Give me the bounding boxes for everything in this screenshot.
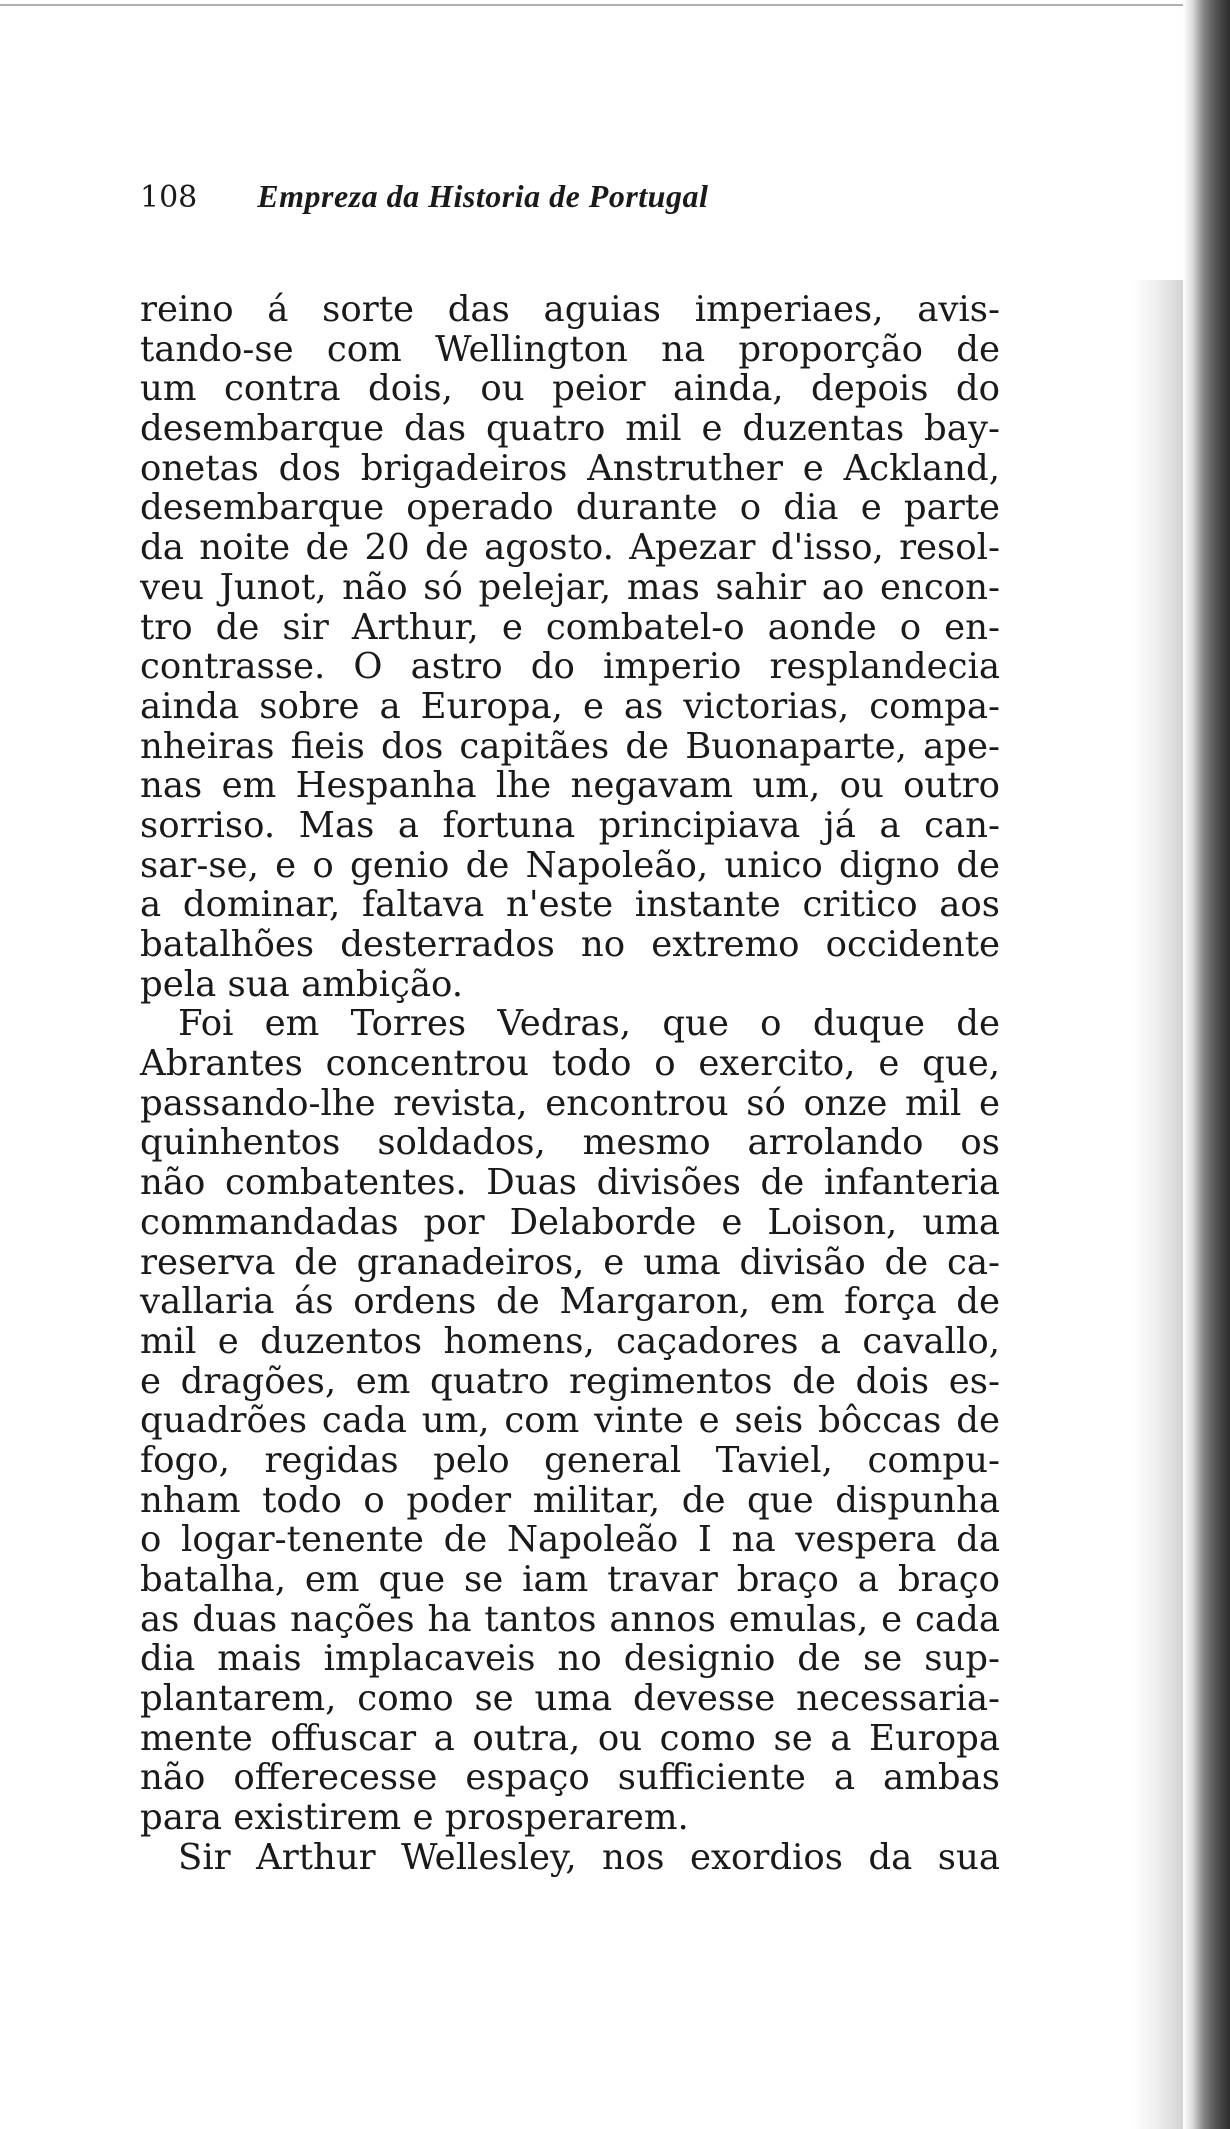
running-title: Empreza da Historia de Portugal [257, 178, 709, 214]
text-line: sorriso. Mas a fortuna principiava já a can- [140, 804, 1000, 846]
text-line: as duas nações ha tantos annos emulas, e cada [140, 1598, 1000, 1640]
text-line: o logar-tenente de Napoleão I na vespera da [140, 1519, 1000, 1561]
page-number: 108 [140, 180, 198, 215]
text-line: reino á sorte das aguias imperiaes, avis- [140, 289, 1000, 330]
text-line: batalha, em que se iam travar braço a braço [140, 1559, 1000, 1600]
text-line: não offerecesse espaço sufficiente a ambas [140, 1757, 1000, 1799]
text-line: plantarem, como se uma devesse necessaria- [140, 1678, 1000, 1720]
text-line: contrasse. O astro do imperio resplandecia [140, 646, 1000, 688]
text-line: vallaria ás ordens de Margaron, em força de [140, 1281, 1000, 1323]
book-binding-edge [1183, 0, 1230, 2129]
text-line: nheiras fieis dos capitães de Buonaparte, ape- [140, 725, 1000, 767]
text-line: veu Junot, não só pelejar, mas sahir ao encon- [140, 566, 1000, 608]
text-line: quadrões cada um, com vinte e seis bôccas de [140, 1400, 1000, 1442]
text-line: não combatentes. Duas divisões de infanteria [140, 1162, 1000, 1204]
text-line: mil e duzentos homens, caçadores a cavallo, [140, 1320, 1000, 1362]
text-line: dia mais implacaveis no designio de se sup- [140, 1638, 1000, 1680]
text-line: batalhões desterrados no extremo occidente [140, 924, 1000, 965]
page-header [140, 178, 708, 228]
text-line: tro de sir Arthur, e combatel-o aonde o en- [140, 606, 1000, 648]
text-line: mente offuscar a outra, ou como se a Europa [140, 1717, 1000, 1759]
text-line: desembarque das quatro mil e duzentas bay- [140, 408, 1000, 450]
text-line: sar-se, e o genio de Napoleão, unico digno de [140, 844, 1000, 886]
text-line: desembarque operado durante o dia e parte [140, 487, 1000, 529]
text-line: quinhentos soldados, mesmo arrolando os [140, 1122, 1000, 1164]
body-text [140, 290, 1000, 1878]
text-line: nas em Hespanha lhe negavam um, ou outro [140, 765, 1000, 807]
page-gutter-shadow [1130, 280, 1185, 2129]
text-line: fogo, regidas pelo general Taviel, compu- [140, 1439, 1000, 1481]
text-line: commandadas por Delaborde e Loison, uma [140, 1201, 1000, 1243]
top-rule [0, 4, 1185, 6]
text-line: um contra dois, ou peior ainda, depois do [140, 368, 1000, 410]
text-line: Abrantes concentrou todo o exercito, e que, [140, 1043, 1000, 1085]
text-line: tando-se com Wellington na proporção de [140, 328, 1000, 370]
text-line: para existirem e prosperarem. [140, 1797, 689, 1839]
text-line: e dragões, em quatro regimentos de dois es- [140, 1360, 1000, 1402]
text-line: ainda sobre a Europa, e as victorias, compa- [140, 685, 1000, 727]
text-line: onetas dos brigadeiros Anstruther e Ackland, [140, 447, 1000, 489]
paragraph-start-line: Sir Arthur Wellesley, nos exordios da sua [178, 1836, 1000, 1878]
text-line: pela sua ambição. [140, 963, 464, 1005]
text-line: nham todo o poder militar, de que dispunha [140, 1479, 1000, 1521]
text-line: a dominar, faltava n'este instante critico aos [140, 884, 1000, 926]
text-line: reserva de granadeiros, e uma divisão de ca- [140, 1241, 1000, 1283]
paragraph-start-line: Foi em Torres Vedras, que o duque de [178, 1003, 1000, 1045]
text-line: da noite de 20 de agosto. Apezar d'isso, resol- [140, 527, 1000, 569]
text-line: passando-lhe revista, encontrou só onze mil e [140, 1082, 1000, 1124]
